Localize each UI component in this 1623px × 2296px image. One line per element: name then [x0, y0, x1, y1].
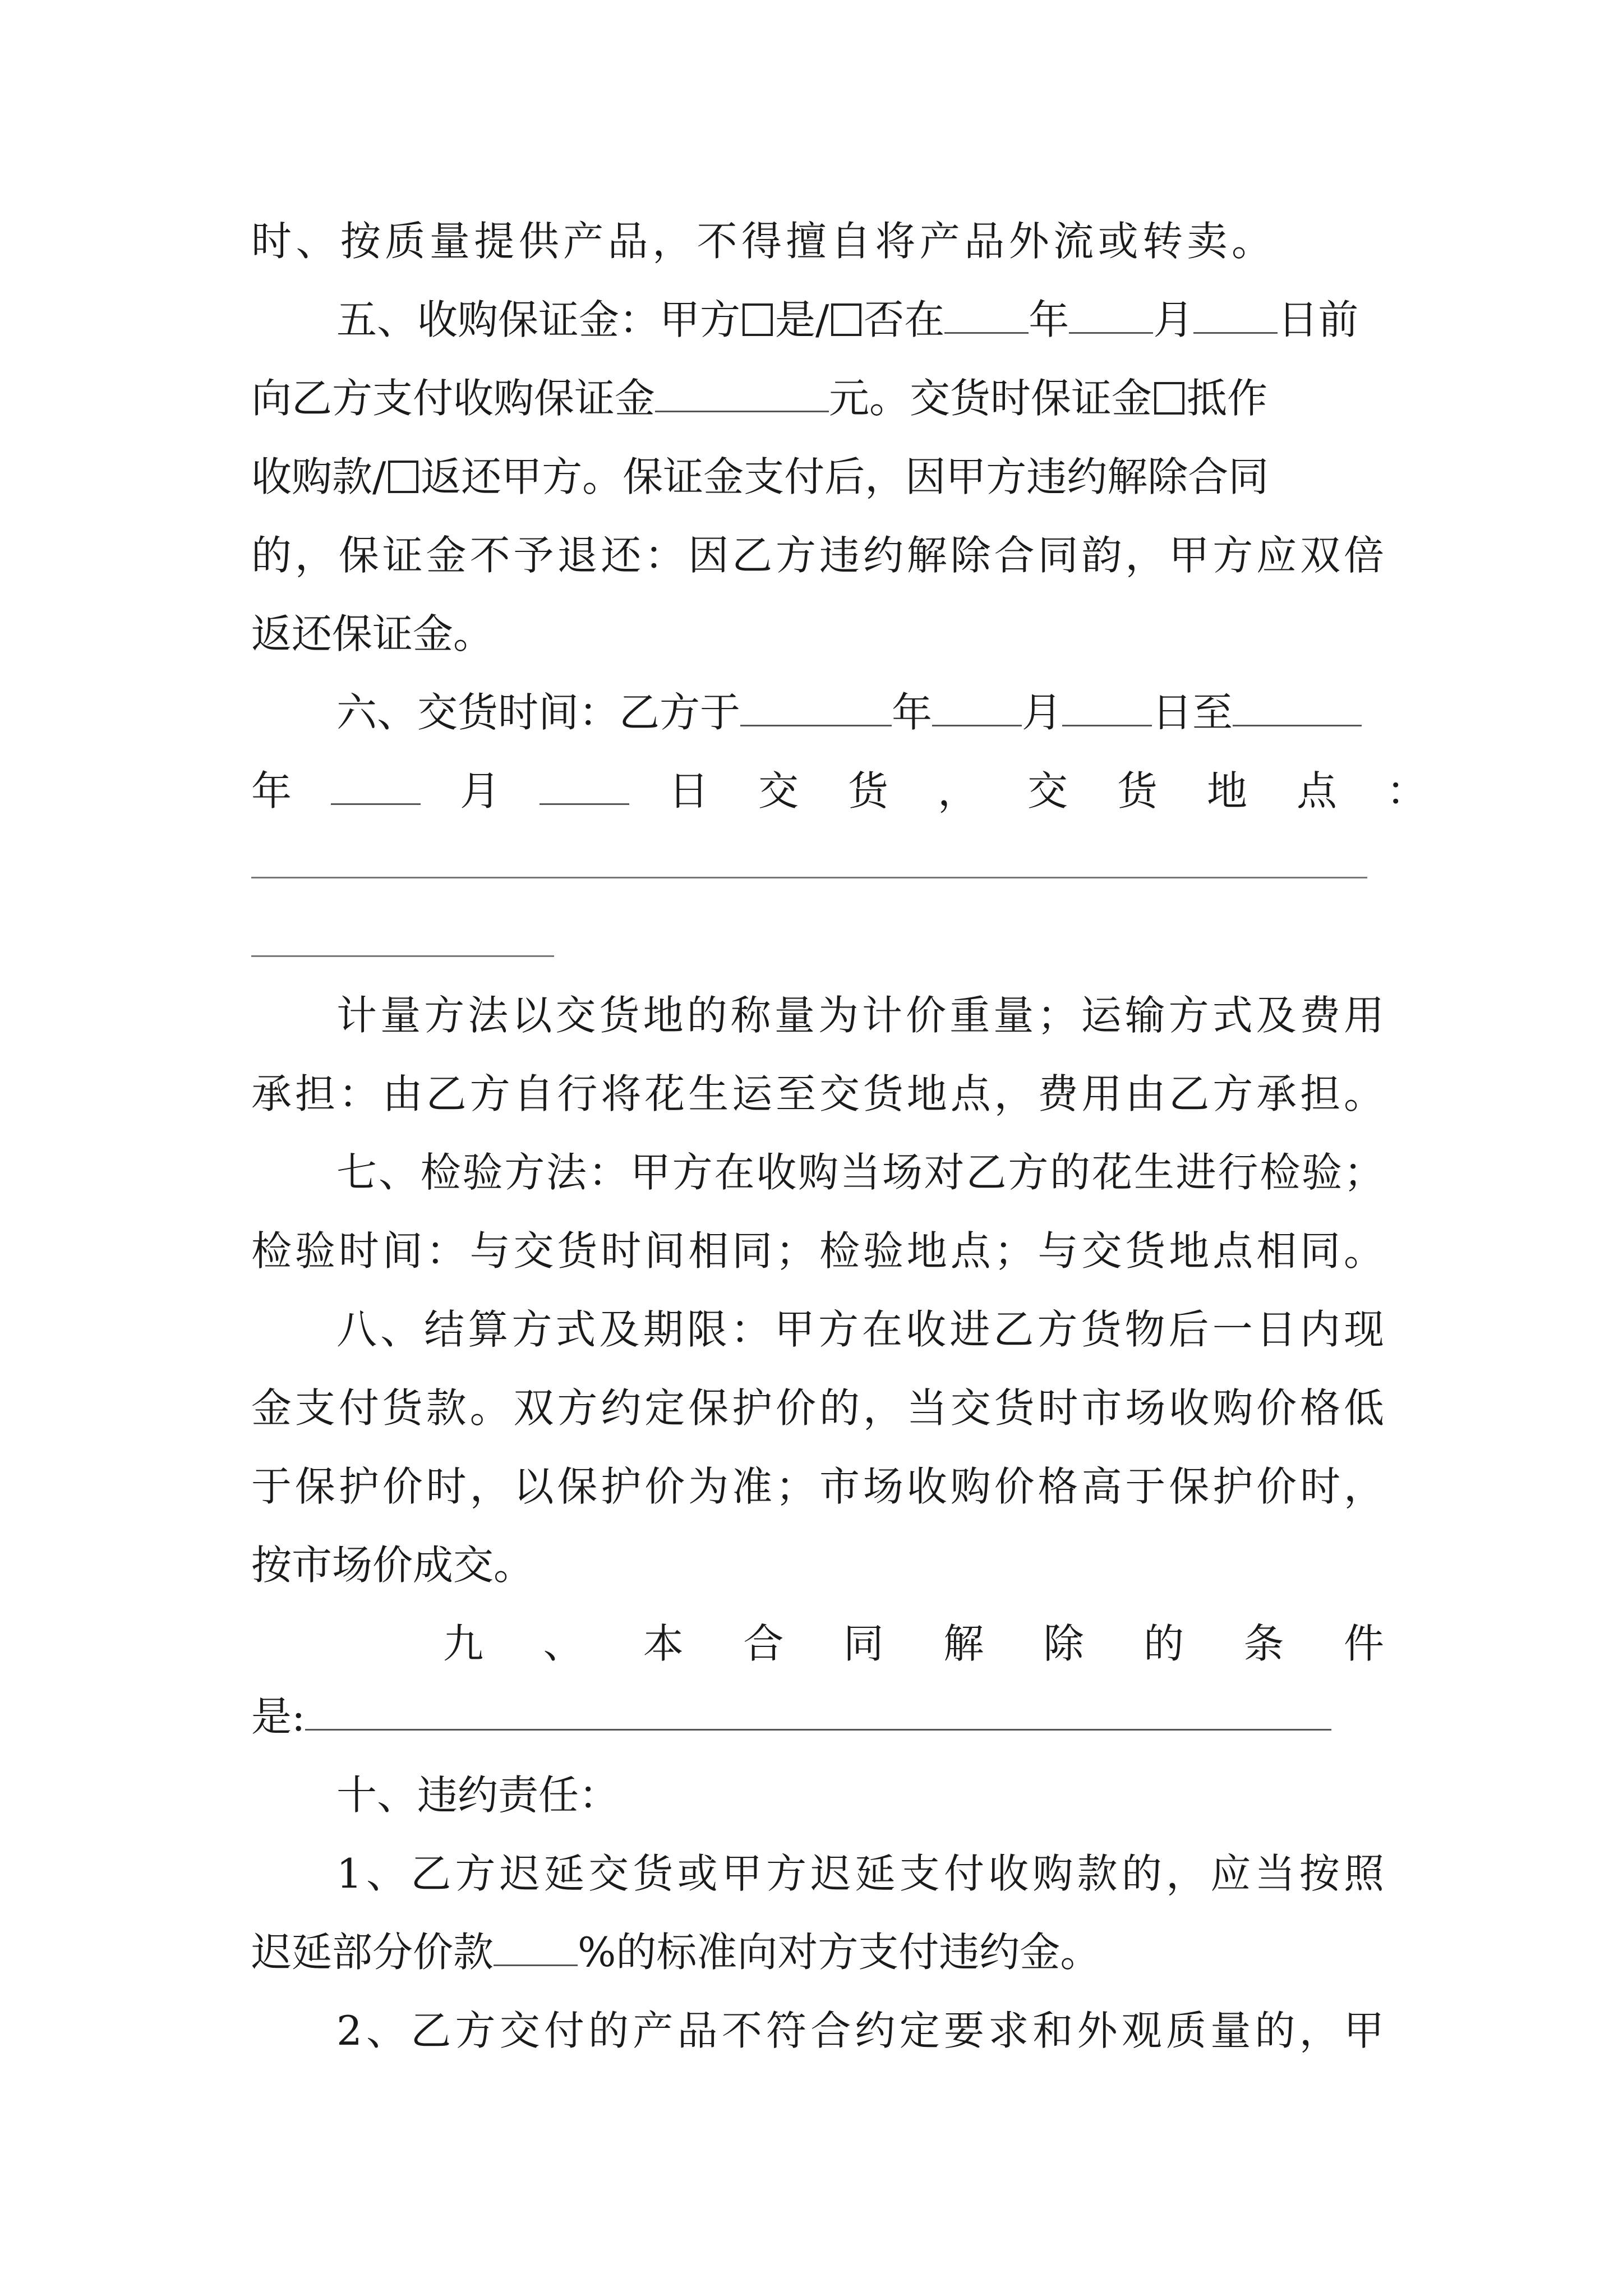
end-month-blank[interactable]: [331, 766, 421, 805]
text-line: 八、结算方式及期限：甲方在收进乙方货物后一日内现: [336, 1306, 1384, 1353]
breach-heading: 十、违约责任：: [336, 1772, 620, 1819]
penalty-rate-blank[interactable]: [494, 1927, 578, 1966]
text-line: 的，保证金不予退还：因乙方违约解除合同韵，甲方应双倍: [251, 532, 1384, 579]
termination-conditions-blank[interactable]: [305, 1692, 1331, 1731]
checkbox-yes[interactable]: [743, 303, 773, 336]
month-blank[interactable]: [1069, 295, 1153, 334]
text-line: 检验时间：与交货时间相同；检验地点；与交货地点相同。: [251, 1227, 1384, 1274]
text-line: 按市场价成交。: [251, 1542, 534, 1589]
deposit-line: 五、收购保证金：甲方 是/ 否在 年 月 日前: [336, 296, 1359, 343]
text-line: 1、乙方迟延交货或甲方迟延支付收购款的，应当按照: [336, 1850, 1384, 1897]
end-day-blank[interactable]: [540, 766, 629, 805]
start-year-blank[interactable]: [740, 688, 892, 726]
text-line: 于保护价时，以保护价为准；市场收购价格高于保护价时，: [251, 1463, 1384, 1510]
checkbox-return[interactable]: [388, 461, 418, 493]
penalty-rate-line: 迟延部分价款 %的标准向对方支付违约金。: [251, 1929, 1101, 1976]
delivery-place-line: 年 月 日交货，交货地点：: [251, 767, 1477, 815]
day-blank[interactable]: [1193, 295, 1278, 334]
year-blank[interactable]: [944, 295, 1029, 334]
text-line: 七、检验方法：甲方在收购当场对乙方的花生进行检验；: [336, 1149, 1384, 1196]
start-day-blank[interactable]: [1062, 688, 1152, 726]
checkbox-offset[interactable]: [1154, 382, 1184, 415]
delivery-place-blank-continued[interactable]: [251, 955, 554, 957]
text-line: 返还保证金。: [251, 610, 494, 657]
termination-heading: 九、本合同解除的条件: [443, 1620, 1384, 1667]
text-line: 时、按质量提供产品，不得擅自将产品外流或转卖。: [251, 218, 1272, 265]
start-month-blank[interactable]: [932, 688, 1022, 726]
deposit-amount-blank[interactable]: [655, 374, 829, 412]
delivery-place-blank[interactable]: [251, 877, 1367, 878]
text-line: 金支付货款。双方约定保护价的，当交货时市场收购价格低: [251, 1384, 1384, 1432]
checkbox-no[interactable]: [831, 303, 861, 336]
text-line: 计量方法以交货地的称量为计价重量；运输方式及费用: [336, 992, 1384, 1039]
end-year-blank[interactable]: [1233, 688, 1362, 726]
deposit-amount-line: 向乙方支付收购保证金 元。交货时保证金 抵作: [251, 375, 1268, 422]
text-line: 2、乙方交付的产品不符合约定要求和外观质量的，甲: [336, 2007, 1384, 2054]
delivery-time-line: 六、交货时间：乙方于 年 月 日至: [336, 684, 1384, 740]
deposit-return-line: 收购款/ 返还甲方。保证金支付后，因甲方违约解除合同: [251, 453, 1269, 500]
text-line: 承担：由乙方自行将花生运至交货地点，费用由乙方承担。: [251, 1070, 1384, 1117]
termination-conditions-line: 是:: [251, 1688, 1384, 1745]
